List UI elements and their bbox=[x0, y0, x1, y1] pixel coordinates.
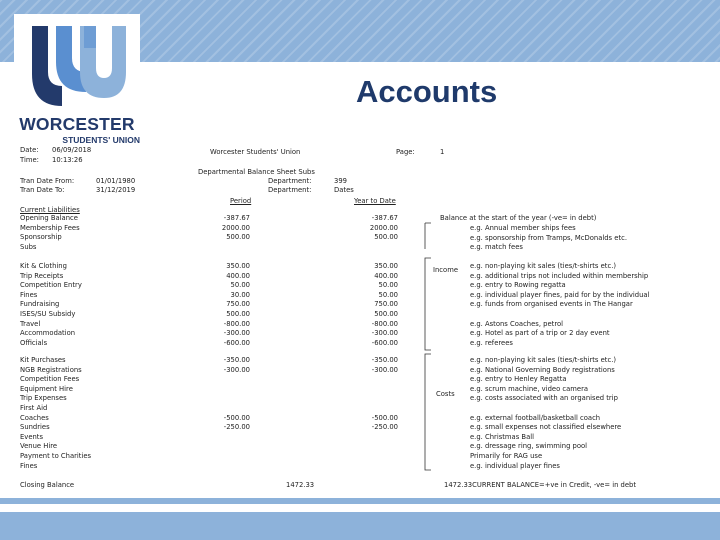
row-label: Competition Entry bbox=[20, 281, 82, 290]
page-value: 1 bbox=[440, 148, 445, 156]
ytd-value: -250.00 bbox=[371, 423, 398, 432]
page-label: Page: bbox=[396, 148, 415, 156]
costs-label: Costs bbox=[436, 390, 455, 398]
opening-period bbox=[200, 214, 250, 252]
ytd-value bbox=[348, 433, 398, 443]
date-label: Date: bbox=[20, 146, 39, 154]
period-value bbox=[200, 243, 250, 253]
period-value bbox=[200, 394, 250, 404]
period-value: -350.00 bbox=[223, 356, 250, 364]
period-value bbox=[200, 433, 250, 443]
ytd-value: -800.00 bbox=[371, 319, 398, 328]
ytd-value: -300.00 bbox=[371, 329, 398, 338]
page-title: Accounts bbox=[356, 74, 498, 109]
costs-ytd bbox=[348, 356, 398, 471]
row-label: Kit & Clothing bbox=[20, 262, 67, 270]
logo bbox=[14, 14, 140, 146]
ytd-value: -300.00 bbox=[371, 365, 398, 374]
closing-balance-value: 1472.33 bbox=[286, 481, 315, 489]
bottom-banner bbox=[0, 512, 720, 540]
closing-balance-label: Closing Balance bbox=[20, 481, 75, 489]
period-value: 30.00 bbox=[230, 290, 250, 299]
period-value: -600.00 bbox=[223, 338, 250, 347]
opening-ytd bbox=[348, 214, 398, 252]
ytd-value: -387.67 bbox=[371, 214, 398, 222]
row-label: Membership Fees bbox=[20, 223, 80, 232]
annotation-line: e.g. dressage ring, swimming pool bbox=[470, 442, 588, 451]
costs-labels bbox=[20, 356, 91, 471]
period-value: 2000.00 bbox=[221, 223, 250, 232]
ytd-value: 50.00 bbox=[378, 290, 398, 299]
costs-annotations bbox=[470, 356, 621, 471]
row-label: Sponsorship bbox=[20, 233, 62, 242]
annotation-line: e.g. individual player fines bbox=[470, 461, 560, 470]
income-label: Income bbox=[433, 266, 459, 274]
section-current-liabilities: Current Liabilities bbox=[20, 206, 80, 214]
tran-from-value: 01/01/1980 bbox=[96, 177, 136, 185]
period-value: 50.00 bbox=[230, 281, 250, 290]
annotation-line bbox=[470, 404, 621, 414]
row-label: Accommodation bbox=[20, 329, 76, 338]
row-label: Fundraising bbox=[20, 300, 60, 309]
annotation-line: e.g. Hotel as part of a trip or 2 day event bbox=[470, 329, 610, 338]
period-value: 750.00 bbox=[226, 300, 250, 309]
period-value bbox=[200, 442, 250, 452]
ytd-value: 750.00 bbox=[374, 300, 398, 309]
row-label: Officials bbox=[20, 338, 48, 347]
period-value: 500.00 bbox=[226, 233, 250, 242]
ytd-value bbox=[348, 385, 398, 395]
period-value: -250.00 bbox=[223, 423, 250, 432]
time-label: Time: bbox=[20, 156, 39, 164]
row-label: Sundries bbox=[20, 423, 50, 432]
ytd-value: 50.00 bbox=[378, 281, 398, 290]
ytd-value bbox=[348, 442, 398, 452]
tran-to-value: 31/12/2019 bbox=[96, 186, 136, 194]
costs-bracket-icon bbox=[422, 352, 434, 472]
annotation-line: e.g. National Governing Body registrations bbox=[470, 365, 615, 374]
ytd-value bbox=[348, 394, 398, 404]
annotation-line bbox=[470, 310, 649, 320]
ytd-value: 400.00 bbox=[374, 271, 398, 280]
row-label: ISES/SU Subsidy bbox=[20, 309, 76, 318]
annotation-line: e.g. scrum machine, video camera bbox=[470, 384, 589, 393]
row-label: Events bbox=[20, 432, 44, 441]
org-name: Worcester Students' Union bbox=[210, 148, 301, 156]
opening-note: Balance at the start of the year (-ve= in debt) bbox=[440, 214, 597, 222]
row-label: Fines bbox=[20, 461, 38, 470]
annotation-line: e.g. costs associated with an organised trip bbox=[470, 394, 618, 403]
period-value bbox=[200, 462, 250, 472]
ytd-value: 500.00 bbox=[374, 233, 398, 242]
period-value: -500.00 bbox=[223, 413, 250, 422]
row-label: Competition Fees bbox=[20, 375, 80, 384]
period-value: 400.00 bbox=[226, 271, 250, 280]
period-value: -300.00 bbox=[223, 329, 250, 338]
row-label: Coaches bbox=[20, 413, 49, 422]
tran-to-label: Tran Date To: bbox=[20, 186, 65, 194]
period-header: Period bbox=[230, 197, 252, 205]
annotation-line: Primarily for RAG use bbox=[470, 451, 543, 460]
annotation-line: e.g. Christmas Ball bbox=[470, 432, 535, 441]
annotation-line: e.g. individual player fines, paid for by the individual bbox=[470, 290, 650, 299]
annotation-line: e.g. match fees bbox=[470, 243, 523, 252]
ytd-value bbox=[348, 375, 398, 385]
annotation-line: e.g. small expenses not classified elsewhere bbox=[470, 423, 622, 432]
row-label: Trip Receipts bbox=[20, 271, 64, 280]
ytd-value: 350.00 bbox=[374, 262, 398, 270]
annotation-line: e.g. Astons Coaches, petrol bbox=[470, 319, 564, 328]
time-value: 10:13:26 bbox=[52, 156, 83, 164]
ytd-header: Year to Date bbox=[354, 197, 396, 205]
row-label: First Aid bbox=[20, 403, 48, 412]
period-value: 350.00 bbox=[226, 262, 250, 270]
period-value: 500.00 bbox=[226, 309, 250, 318]
opening-annotations bbox=[470, 224, 627, 253]
logo-su-mark-icon bbox=[26, 18, 128, 114]
tran-from-label: Tran Date From: bbox=[20, 177, 75, 185]
ytd-value bbox=[348, 404, 398, 414]
ytd-value: -600.00 bbox=[371, 338, 398, 347]
income-annotations bbox=[470, 262, 649, 348]
period-value bbox=[200, 404, 250, 414]
ytd-value bbox=[348, 452, 398, 462]
row-label: Subs bbox=[20, 242, 37, 251]
row-label: NGB Registrations bbox=[20, 365, 82, 374]
income-labels bbox=[20, 262, 82, 348]
annotation-line: e.g. Annual member ships fees bbox=[470, 224, 576, 232]
annotation-line: e.g. non-playing kit sales (ties/t-shirts etc.) bbox=[470, 262, 617, 270]
row-label: Venue Hire bbox=[20, 442, 58, 451]
ytd-value bbox=[348, 243, 398, 253]
logo-subtitle: STUDENTS' UNION bbox=[62, 135, 140, 145]
department-label-2: Department: bbox=[268, 186, 312, 194]
department-value-2: Dates bbox=[334, 186, 354, 194]
sheet-title: Departmental Balance Sheet Subs bbox=[198, 168, 315, 176]
row-label: Equipment Hire bbox=[20, 384, 73, 393]
ytd-value bbox=[348, 462, 398, 472]
annotation-line: e.g. referees bbox=[470, 338, 513, 347]
income-period bbox=[200, 262, 250, 348]
period-value bbox=[200, 452, 250, 462]
ytd-value: -350.00 bbox=[371, 356, 398, 364]
period-value bbox=[200, 385, 250, 395]
row-label: Trip Expenses bbox=[20, 394, 67, 403]
row-label: Kit Purchases bbox=[20, 356, 66, 364]
row-label: Opening Balance bbox=[20, 214, 78, 222]
ytd-value: 2000.00 bbox=[369, 223, 398, 232]
department-label: Department: bbox=[268, 177, 312, 185]
period-value: -387.67 bbox=[223, 214, 250, 222]
row-label: Fines bbox=[20, 290, 38, 299]
ytd-value: -500.00 bbox=[371, 413, 398, 422]
annotation-line: e.g. non-playing kit sales (ties/t-shirts etc.) bbox=[470, 356, 617, 364]
logo-wordmark: WORCESTER bbox=[19, 114, 135, 134]
ytd-value: 500.00 bbox=[374, 309, 398, 318]
department-value: 399 bbox=[334, 177, 347, 185]
annotation-line: e.g. sponsorship from Tramps, McDonalds etc. bbox=[470, 233, 628, 242]
annotation-line: e.g. additional trips not included within membership bbox=[470, 271, 649, 280]
opening-labels bbox=[20, 214, 80, 252]
period-value bbox=[200, 375, 250, 385]
income-bracket-icon bbox=[422, 256, 434, 352]
date-value: 06/09/2018 bbox=[52, 146, 92, 154]
annotation-line: e.g. entry to Henley Regatta bbox=[470, 375, 567, 384]
opening-bracket-icon bbox=[422, 222, 438, 250]
row-label: Payment to Charities bbox=[20, 451, 92, 460]
annotation-line: e.g. entry to Rowing regatta bbox=[470, 281, 566, 290]
row-label: Travel bbox=[20, 319, 41, 328]
period-value: -300.00 bbox=[223, 365, 250, 374]
period-value: -800.00 bbox=[223, 319, 250, 328]
costs-period bbox=[200, 356, 250, 471]
closing-balance-note: 1472.33CURRENT BALANCE=+ve in Credit, -ve= in debt bbox=[444, 481, 637, 489]
annotation-line: e.g. external football/basketball coach bbox=[470, 413, 601, 422]
bottom-rule bbox=[0, 498, 720, 504]
income-ytd bbox=[348, 262, 398, 348]
annotation-line: e.g. funds from organised events in The Hangar bbox=[470, 300, 633, 309]
